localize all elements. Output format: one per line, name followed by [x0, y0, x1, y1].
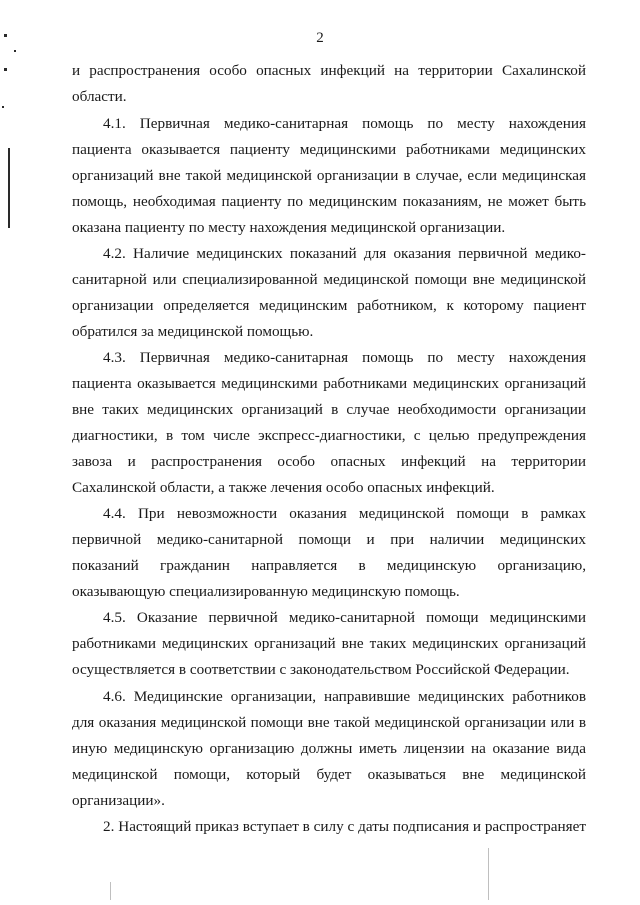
text-line: завоза и распространения особо опасных инфекций на территории — [72, 453, 586, 470]
text-line: показаний гражданин направляется в медицинскую организацию, — [72, 557, 586, 574]
text-line: пациента оказывается медицинскими работниками медицинских организаций — [72, 375, 586, 392]
text-line: работниками медицинских организаций вне таких медицинских организаций — [72, 635, 586, 652]
text-line: помощь, необходимая пациенту по медицинским показаниям, не может быть — [72, 193, 586, 210]
text-line: медицинской помощи, который будет оказываться вне медицинской — [72, 766, 586, 783]
text-line: организации определяется медицинским работником, к которому пациент — [72, 297, 586, 314]
text-line: Сахалинской области, а также лечения особо опасных инфекций. — [72, 479, 495, 496]
text-line: 4.3. Первичная медико-санитарная помощь по месту нахождения — [103, 349, 586, 366]
text-line: пациента оказывается пациенту медицинскими работниками медицинских — [72, 141, 586, 158]
text-line: 4.1. Первичная медико-санитарная помощь по месту нахождения — [103, 115, 586, 132]
text-line: первичной медико-санитарной помощи и при наличии медицинских — [72, 531, 586, 548]
text-line: вне таких медицинских организаций в случае необходимости организации — [72, 401, 586, 418]
text-line: 4.5. Оказание первичной медико-санитарной помощи медицинскими — [103, 609, 586, 626]
text-line: 2. Настоящий приказ вступает в силу с даты подписания и распространяет — [103, 818, 586, 835]
text-line: оказывающую специализированную медицинскую помощь. — [72, 583, 460, 600]
text-line: обратился за медицинской помощью. — [72, 323, 314, 340]
text-line: осуществляется в соответствии с законодательством Российской Федерации. — [72, 661, 570, 678]
text-line: 4.2. Наличие медицинских показаний для оказания первичной медико- — [103, 245, 586, 262]
text-line: 4.6. Медицинские организации, направившие медицинских работников — [103, 688, 586, 705]
page-number: 2 — [316, 30, 324, 46]
text-line: иную медицинскую организацию должны иметь лицензии на оказание вида — [72, 740, 586, 757]
text-line: санитарной или специализированной медицинской помощи вне медицинской — [72, 271, 586, 288]
text-line: организаций вне такой медицинской организации в случае, если медицинская — [72, 167, 586, 184]
scan-mark — [8, 148, 10, 228]
scan-mark — [110, 882, 111, 900]
scan-mark — [2, 106, 4, 108]
text-line: организации». — [72, 792, 165, 809]
text-line: диагностики, в том числе экспресс-диагностики, с целью предупреждения — [72, 427, 586, 444]
scan-mark — [14, 50, 16, 52]
text-line: оказана пациенту по месту нахождения медицинской организации. — [72, 219, 506, 236]
scan-mark — [488, 848, 489, 900]
text-line: 4.4. При невозможности оказания медицинской помощи в рамках — [103, 505, 586, 522]
text-line: и распространения особо опасных инфекций на территории Сахалинской — [72, 62, 586, 79]
text-line: для оказания медицинской помощи вне такой медицинской организации или в — [72, 714, 586, 731]
text-line: области. — [72, 88, 127, 105]
scan-mark — [4, 68, 7, 71]
